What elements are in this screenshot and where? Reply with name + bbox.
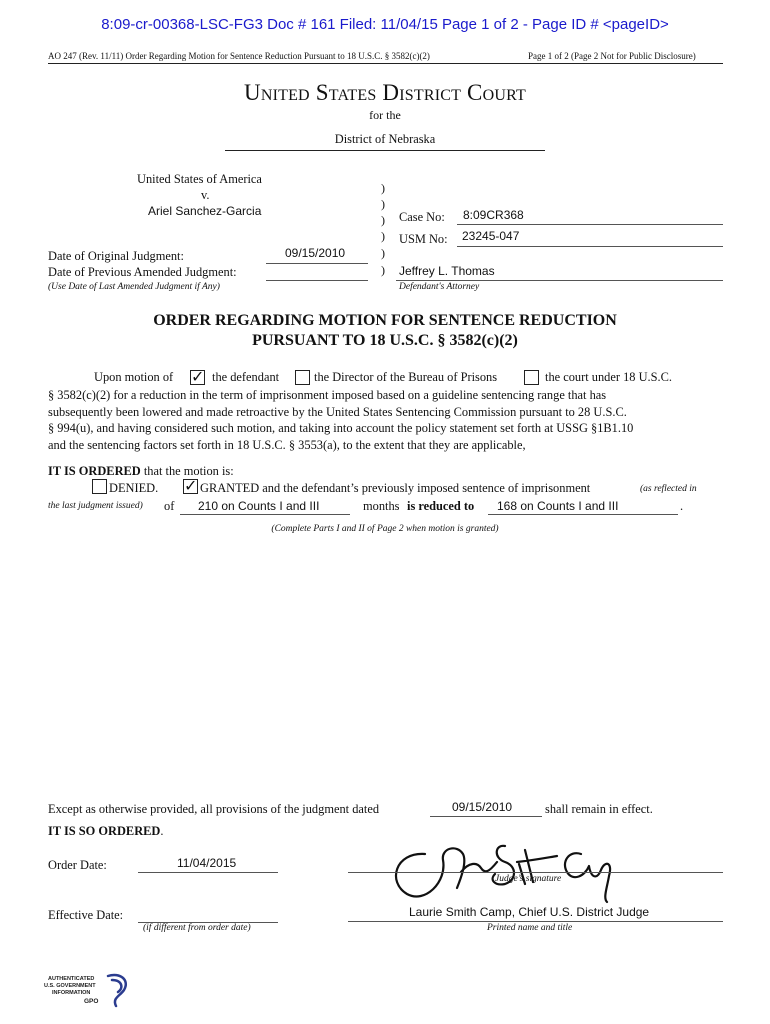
checkbox-denied[interactable] (92, 479, 107, 494)
gpo-line2: U.S. GOVERNMENT (44, 983, 96, 989)
checkbox-bop[interactable] (295, 370, 310, 385)
new-sentence-underline (488, 514, 678, 515)
upon-motion-label: Upon motion of (94, 370, 174, 384)
district-name: District of Nebraska (334, 132, 436, 146)
order-date-underline (138, 872, 278, 873)
order-body-line: and the sentencing factors set forth in 18 U.S.C. § 3553(a), to the extent that they are applicable, (48, 437, 526, 452)
option-defendant-label: the defendant (212, 370, 280, 384)
for-the-label: for the (369, 108, 401, 122)
judge-name-underline (348, 921, 723, 922)
months-label: months (363, 499, 400, 513)
case-no-value: 8:09CR368 (463, 208, 524, 222)
so-ordered-line (48, 824, 163, 839)
judgment-date-underline (430, 816, 542, 817)
paren: ) (381, 181, 385, 195)
case-no-underline (457, 224, 723, 225)
judge-name: Laurie Smith Camp, Chief U.S. District Judge (409, 905, 650, 919)
last-judgment-note: the last judgment issued) (48, 501, 143, 511)
form-header-left: AO 247 (Rev. 11/11) Order Regarding Motion for Sentence Reduction Pursuant to 18 U.S.C. § 3582(c)(2) (48, 51, 430, 61)
plaintiff-name: United States of America (137, 172, 262, 186)
of-label: of (164, 499, 175, 513)
district-underline (225, 150, 545, 151)
attorney-name: Jeffrey L. Thomas (399, 264, 495, 278)
checkmark-icon: ✓ (191, 367, 205, 386)
defendant-name: Ariel Sanchez-Garcia (148, 204, 262, 218)
amended-judgment-label: Date of Previous Amended Judgment: (48, 265, 237, 279)
order-body-line: § 3582(c)(2) for a reduction in the term of imprisonment imposed based on a guideline sentencing range that has (48, 388, 607, 402)
form-header-right: Page 1 of 2 (Page 2 Not for Public Disclosure) (528, 51, 696, 61)
it-is-ordered-line (48, 464, 234, 479)
usm-no-label: USM No: (399, 232, 448, 246)
paren: ) (381, 263, 385, 277)
gpo-line4: GPO (84, 998, 99, 1005)
court-title: United States District Court (244, 80, 526, 105)
remain-text: shall remain in effect. (545, 802, 653, 816)
attorney-underline (396, 280, 723, 281)
usm-no-underline (457, 246, 723, 247)
reflected-note: (as reflected in (640, 484, 697, 494)
option-court-label: the court under 18 U.S.C. (545, 370, 672, 384)
gpo-line1: AUTHENTICATED (48, 976, 95, 982)
filing-stamp: 8:09-cr-00368-LSC-FG3 Doc # 161 Filed: 11/04/15 Page 1 of 2 - Page ID # <pageID> (101, 16, 669, 33)
versus-label: v. (201, 188, 210, 202)
option-bop-label: the Director of the Bureau of Prisons (314, 370, 498, 384)
order-title-line2: PURSUANT TO 18 U.S.C. § 3582(c)(2) (252, 332, 518, 349)
order-body-line: § 994(u), and having considered such motion, and taking into account the policy statement set forth at USSG §1B1.10 (48, 421, 634, 436)
order-body (48, 387, 723, 453)
checkbox-court[interactable] (524, 370, 539, 385)
so-ordered-label: IT IS SO ORDERED (48, 824, 161, 838)
paren: ) (381, 213, 385, 227)
original-judgment-underline (266, 263, 368, 264)
printed-name-label: Printed name and title (487, 923, 573, 933)
order-date-label: Order Date: (48, 858, 107, 872)
paren: ) (381, 197, 385, 211)
previous-sentence: 210 on Counts I and III (198, 499, 320, 513)
signature-underline (348, 872, 723, 873)
order-title-line1: ORDER REGARDING MOTION FOR SENTENCE REDUCTION (153, 312, 617, 329)
granted-label: GRANTED and the defendant’s previously imposed sentence of imprisonment (200, 481, 591, 495)
usm-no-value: 23245-047 (462, 229, 520, 243)
so-ordered-period: . (160, 824, 164, 838)
paren: ) (381, 246, 385, 260)
denied-label: DENIED. (109, 481, 159, 495)
eagle-icon (102, 972, 132, 1010)
motion-is-label: that the motion is: (140, 464, 234, 478)
order-body-line: subsequently been lowered and made retroactive by the United States Sentencing Commission pursuant to 28 U.S.C. (48, 404, 627, 419)
amended-judgment-note: (Use Date of Last Amended Judgment if Any) (48, 282, 220, 292)
order-date-value: 11/04/2015 (177, 856, 237, 870)
effective-date-note: (if different from order date) (143, 923, 251, 933)
attorney-label: Defendant's Attorney (399, 282, 480, 292)
gpo-line3: INFORMATION (52, 990, 91, 996)
complete-parts-note: (Complete Parts I and II of Page 2 when motion is granted) (271, 524, 499, 534)
case-no-label: Case No: (399, 210, 445, 224)
amended-judgment-underline (266, 280, 368, 281)
paren: ) (381, 229, 385, 243)
new-sentence: 168 on Counts I and III (497, 499, 619, 513)
reduced-to-label: is reduced to (407, 499, 475, 513)
original-judgment-date: 09/15/2010 (285, 246, 346, 260)
sentence-period: . (680, 499, 684, 513)
effective-date-label: Effective Date: (48, 908, 124, 922)
gpo-authentication-logo (44, 970, 134, 1014)
checkmark-icon: ✓ (184, 476, 198, 495)
judgment-date: 09/15/2010 (452, 800, 513, 814)
checkbox-defendant[interactable] (190, 367, 205, 386)
it-is-ordered-label: IT IS ORDERED (48, 464, 141, 478)
except-text: Except as otherwise provided, all provisions of the judgment dated (48, 802, 380, 816)
judge-signature-label: Judge’s signature (495, 874, 562, 884)
original-judgment-label: Date of Original Judgment: (48, 249, 184, 263)
header-rule (48, 63, 723, 64)
previous-sentence-underline (180, 514, 350, 515)
checkbox-granted[interactable] (183, 476, 198, 495)
